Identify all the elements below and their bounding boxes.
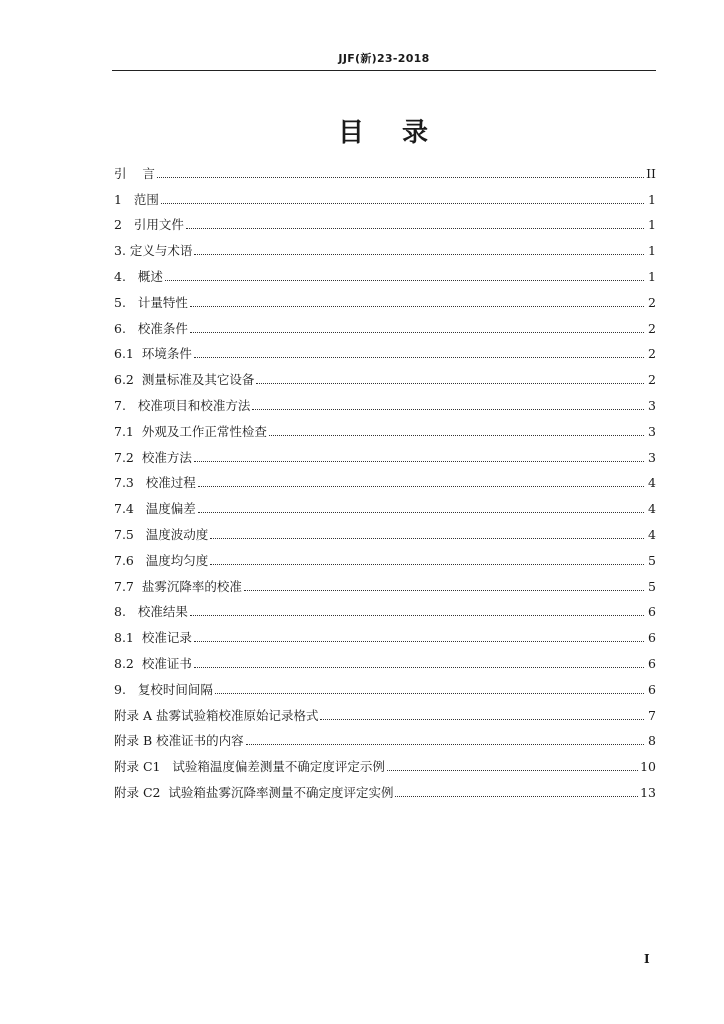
toc-entry-page[interactable]: 2 xyxy=(648,346,656,362)
toc-entry[interactable] xyxy=(114,749,656,775)
table-of-contents xyxy=(114,156,656,801)
toc-entry-label[interactable]: 8. 校准结果 xyxy=(114,604,188,620)
toc-entry-page[interactable]: 4 xyxy=(648,526,656,542)
toc-entry-page[interactable]: 8 xyxy=(648,733,656,749)
toc-dot-leader xyxy=(190,332,644,333)
toc-entry[interactable] xyxy=(114,698,656,724)
toc-entry-page[interactable]: 1 xyxy=(648,243,656,259)
toc-entry-page[interactable]: 4 xyxy=(648,475,656,491)
toc-dot-leader xyxy=(186,228,644,229)
toc-entry[interactable] xyxy=(114,775,656,801)
document-header: JJF(新)23-2018 xyxy=(338,52,430,65)
toc-entry-label[interactable]: 9. 复校时间间隔 xyxy=(114,681,213,697)
toc-entry-label[interactable]: 7. 校准项目和校准方法 xyxy=(114,397,251,413)
toc-entry[interactable] xyxy=(114,311,656,337)
toc-entry-label[interactable]: 4. 概述 xyxy=(114,268,163,284)
toc-entry-label[interactable]: 8.2 校准证书 xyxy=(114,655,192,671)
toc-dot-leader xyxy=(198,512,644,513)
toc-dot-leader xyxy=(165,280,644,281)
toc-entry[interactable] xyxy=(114,543,656,569)
toc-entry-page[interactable]: 3 xyxy=(648,397,656,413)
toc-entry[interactable] xyxy=(114,285,656,311)
toc-entry-page[interactable]: 2 xyxy=(648,320,656,336)
toc-dot-leader xyxy=(194,667,644,668)
toc-entry-label[interactable]: 5. 计量特性 xyxy=(114,294,188,310)
toc-dot-leader xyxy=(157,177,644,178)
toc-entry-page[interactable]: 3 xyxy=(648,449,656,465)
toc-entry-label[interactable]: 7.1 外观及工作正常性检查 xyxy=(114,423,267,439)
toc-dot-leader xyxy=(210,538,644,539)
toc-dot-leader xyxy=(246,744,644,745)
toc-entry[interactable] xyxy=(114,672,656,698)
toc-dot-leader xyxy=(269,435,644,436)
toc-dot-leader xyxy=(194,641,644,642)
toc-entry[interactable] xyxy=(114,646,656,672)
toc-entry-label[interactable]: 引 言 xyxy=(114,165,155,181)
toc-dot-leader xyxy=(194,461,644,462)
toc-entry-page[interactable]: 5 xyxy=(648,578,656,594)
toc-dot-leader xyxy=(194,254,644,255)
toc-entry[interactable] xyxy=(114,491,656,517)
toc-dot-leader xyxy=(387,770,638,771)
toc-entry-label[interactable]: 3. 定义与术语 xyxy=(114,243,193,259)
toc-entry-page[interactable]: 6 xyxy=(648,681,656,697)
toc-dot-leader xyxy=(256,383,644,384)
toc-entry-page[interactable]: 1 xyxy=(648,217,656,233)
toc-dot-leader xyxy=(395,796,638,797)
toc-entry-page[interactable]: 6 xyxy=(648,604,656,620)
toc-entry-page[interactable]: 1 xyxy=(648,191,656,207)
toc-entry[interactable] xyxy=(114,362,656,388)
toc-dot-leader xyxy=(215,693,644,694)
toc-dot-leader xyxy=(198,486,644,487)
header-divider xyxy=(112,70,656,71)
toc-entry-label[interactable]: 7.7 盐雾沉降率的校准 xyxy=(114,578,242,594)
toc-entry-label[interactable]: 附录 C1 试验箱温度偏差测量不确定度评定示例 xyxy=(114,759,385,775)
toc-dot-leader xyxy=(252,409,644,410)
page-number: I xyxy=(644,952,650,966)
toc-entry-page[interactable]: II xyxy=(646,165,656,181)
toc-entry[interactable] xyxy=(114,337,656,363)
toc-entry-label[interactable]: 6.1 环境条件 xyxy=(114,346,192,362)
toc-entry-label[interactable]: 7.4 温度偏差 xyxy=(114,501,196,517)
toc-entry[interactable] xyxy=(114,388,656,414)
toc-entry-page[interactable]: 3 xyxy=(648,423,656,439)
toc-entry-label[interactable]: 8.1 校准记录 xyxy=(114,630,192,646)
toc-entry-page[interactable]: 1 xyxy=(648,268,656,284)
toc-entry-label[interactable]: 附录 C2 试验箱盐雾沉降率测量不确定度评定实例 xyxy=(114,784,394,800)
toc-entry[interactable] xyxy=(114,595,656,621)
toc-dot-leader xyxy=(190,615,644,616)
toc-dot-leader xyxy=(244,590,644,591)
page-title-part1: 目 xyxy=(337,118,366,148)
toc-entry-page[interactable]: 6 xyxy=(648,655,656,671)
toc-entry-page[interactable]: 2 xyxy=(648,294,656,310)
toc-entry-page[interactable]: 5 xyxy=(648,552,656,568)
toc-entry-page[interactable]: 6 xyxy=(648,630,656,646)
toc-dot-leader xyxy=(320,719,644,720)
toc-entry[interactable] xyxy=(114,569,656,595)
toc-entry[interactable] xyxy=(114,156,656,182)
toc-entry[interactable] xyxy=(114,620,656,646)
toc-dot-leader xyxy=(194,357,644,358)
toc-entry-label[interactable]: 7.6 温度均匀度 xyxy=(114,552,209,568)
toc-entry-label[interactable]: 1 范围 xyxy=(114,191,159,207)
toc-entry[interactable] xyxy=(114,414,656,440)
toc-entry-label[interactable]: 7.5 温度波动度 xyxy=(114,526,209,542)
page-title-part2: 录 xyxy=(402,118,431,148)
toc-entry[interactable] xyxy=(114,724,656,750)
toc-entry[interactable] xyxy=(114,466,656,492)
toc-entry-label[interactable]: 2 引用文件 xyxy=(114,217,184,233)
toc-entry[interactable] xyxy=(114,259,656,285)
toc-entry-page[interactable]: 13 xyxy=(640,784,656,800)
toc-entry-label[interactable]: 6.2 测量标准及其它设备 xyxy=(114,372,255,388)
toc-dot-leader xyxy=(210,564,644,565)
toc-entry-label[interactable]: 6. 校准条件 xyxy=(114,320,188,336)
toc-entry[interactable] xyxy=(114,517,656,543)
toc-entry-label[interactable]: 7.2 校准方法 xyxy=(114,449,192,465)
toc-entry-label[interactable]: 7.3 校准过程 xyxy=(114,475,196,491)
toc-entry-page[interactable]: 4 xyxy=(648,501,656,517)
toc-entry-page[interactable]: 2 xyxy=(648,372,656,388)
toc-entry[interactable] xyxy=(114,208,656,234)
page-title xyxy=(112,112,656,149)
toc-dot-leader xyxy=(190,306,644,307)
toc-entry[interactable] xyxy=(114,182,656,208)
toc-entry[interactable] xyxy=(114,440,656,466)
toc-entry[interactable] xyxy=(114,233,656,259)
toc-entry-label[interactable]: 附录 A 盐雾试验箱校准原始记录格式 xyxy=(114,707,319,723)
toc-entry-label[interactable]: 附录 B 校准证书的内容 xyxy=(114,733,244,749)
toc-dot-leader xyxy=(161,203,644,204)
toc-entry-page[interactable]: 10 xyxy=(640,759,656,775)
toc-entry-page[interactable]: 7 xyxy=(648,707,656,723)
